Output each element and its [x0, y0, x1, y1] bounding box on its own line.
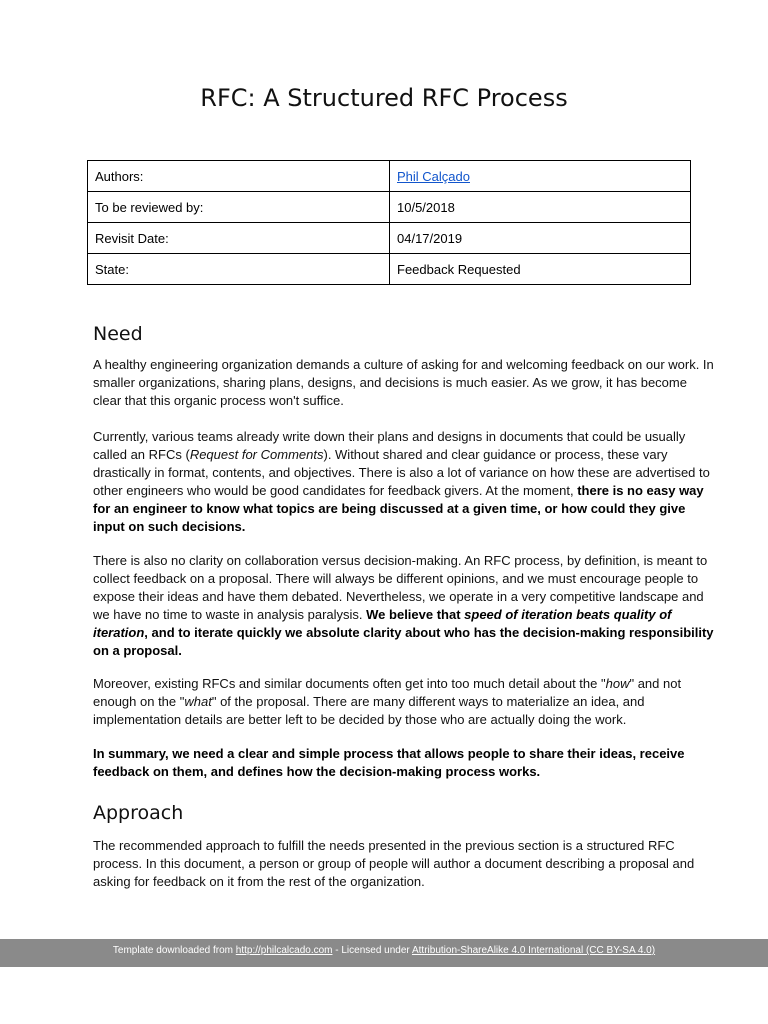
need-paragraph-1: A healthy engineering organization demands a culture of asking for and welcoming feedback on our work. In smaller organizations, sharing plans, designs, and decisions is much easier. As we grow, it has become clear that this organic process won't suffice. — [93, 357, 714, 408]
revisit-date-label: Revisit Date: — [88, 223, 390, 254]
emphasis-text: how — [605, 676, 630, 691]
text-span: There is also no clarity on collaboration versus decision-making. An RFC process, by definition, is meant to collect feedback on a proposal. There will always be different opinions, and we must encourage people to expose their ideas and have them debated. Nevertheless, we operate in a very competitive landscape and we have no time to waste in analysis paralysis. — [93, 553, 708, 622]
emphasis-text: what — [184, 694, 212, 709]
text-span: Moreover, existing RFCs and similar documents often get into too much detail about the " — [93, 676, 606, 691]
revisit-date-value: 04/17/2019 — [390, 223, 691, 254]
text-span: " of the proposal. There are many different ways to materialize an idea, and implementation details are better left to be decided by those who are actually doing the work. — [93, 694, 645, 727]
table-row — [88, 254, 691, 285]
need-heading: Need — [93, 323, 143, 345]
footer-site-link[interactable]: http://philcalcado.com — [235, 945, 333, 956]
reviewed-by-label: To be reviewed by: — [88, 192, 390, 223]
document-title: RFC: A Structured RFC Process — [200, 84, 568, 112]
need-paragraph-2 — [93, 428, 715, 536]
emphasis-text: Request for Comments — [189, 447, 324, 462]
authors-label: Authors: — [88, 161, 390, 192]
need-paragraph-3 — [93, 552, 715, 660]
text-span: We believe that — [366, 607, 465, 622]
state-value: Feedback Requested — [390, 254, 691, 285]
bold-text: there is no easy way for an engineer to know what topics are being discussed at a given time, or how could they give input on such decisions. — [93, 483, 704, 534]
author-link[interactable]: Phil Calçado — [397, 168, 470, 184]
text-span: , and to iterate quickly we absolute clarity about who has the decision-making responsibility on a proposal. — [93, 625, 714, 658]
authors-value — [390, 161, 691, 192]
table-row — [88, 161, 691, 192]
approach-paragraph-1: The recommended approach to fulfill the needs presented in the previous section is a structured RFC process. In this document, a person or group of people will author a document describing a proposal and asking for feedback on it from the rest of the organization. — [93, 838, 695, 889]
text-span: Currently, various teams already write down their plans and designs in documents that could be usually called an RFCs ( — [93, 429, 686, 462]
reviewed-by-value: 10/5/2018 — [390, 192, 691, 223]
metadata-table — [87, 160, 691, 285]
need-paragraph-5 — [93, 745, 715, 781]
footer-text: Template downloaded from — [112, 945, 236, 956]
footer-license-link[interactable]: Attribution-ShareAlike 4.0 International (CC BY-SA 4.0) — [411, 945, 656, 956]
bold-text: In summary, we need a clear and simple process that allows people to share their ideas, receive feedback on them, and defines how the decision-making process works. — [93, 746, 685, 779]
table-row — [88, 223, 691, 254]
footer-bar — [0, 939, 768, 967]
text-span: ). Without shared and clear guidance or process, these vary drastically in format, contents, and objectives. There is also a lot of variance on how these are advertised to other engineers who would be good candidates for feedback givers. At the moment, — [93, 447, 710, 498]
footer-text: - Licensed under — [332, 945, 412, 956]
text-span: " and not enough on the " — [93, 676, 682, 709]
table-row — [88, 192, 691, 223]
approach-heading: Approach — [93, 802, 184, 824]
state-label: State: — [88, 254, 390, 285]
need-paragraph-4 — [93, 675, 715, 729]
emphasis-text: speed of iteration beats quality of iteration — [93, 607, 672, 640]
